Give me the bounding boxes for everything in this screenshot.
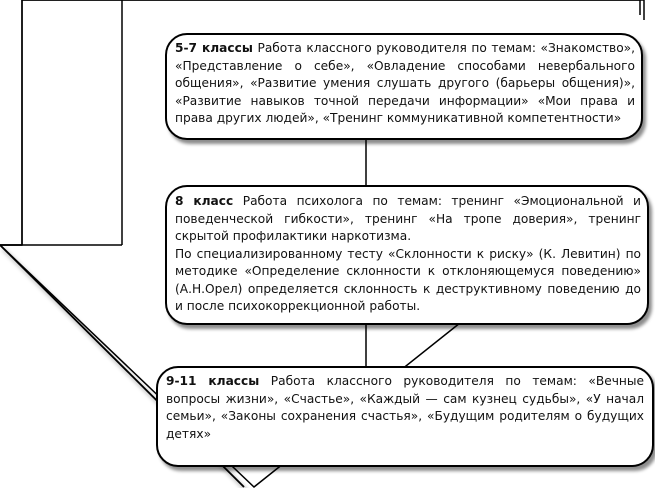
stage-description: Работа классного руководителя по темам: «Вечные вопросы жизни», «Счастье», «Каждый — сам кузнец судьбы», «У начал семьи», «Законы сохранения счастья», «Будущим родителям о будущих детях» bbox=[166, 374, 644, 441]
stage-heading: 5-7 классы bbox=[175, 41, 253, 55]
stage-description: Работа психолога по темам: тренинг «Эмоциональной и поведенческой гибкости», тренинг «На тропе доверия», тренинг скрытой профилактики наркотизма. bbox=[175, 194, 641, 243]
stage-box-text bbox=[175, 193, 641, 246]
stage-box-grade-8 bbox=[165, 185, 649, 325]
stage-heading: 9-11 классы bbox=[166, 374, 260, 388]
stage-description-continued: По специализированному тесту «Склонности к риску» (К. Левитин) по методике «Определение склонности к отклоняющемуся поведению» (А.Н.Орел) определяется склонность к деструктивному поведению до и после психокоррекционной работы. bbox=[175, 246, 641, 313]
stage-box-grades-5-7 bbox=[165, 33, 643, 140]
stage-description: Работа классного руководителя по темам: «Знакомство», «Представление о себе», «Овладение способами невербального общения», «Развитие умения слушать другого (барьеры общения)», «Развитие навыков точной передачи информации» «Мои права и права других людей», «Тренинг коммуникативной компетентности» bbox=[175, 41, 636, 125]
stage-box-grades-9-11 bbox=[156, 366, 654, 467]
stage-box-text bbox=[175, 40, 635, 128]
stage-heading: 8 класс bbox=[175, 194, 234, 208]
stage-box-text bbox=[166, 373, 644, 443]
